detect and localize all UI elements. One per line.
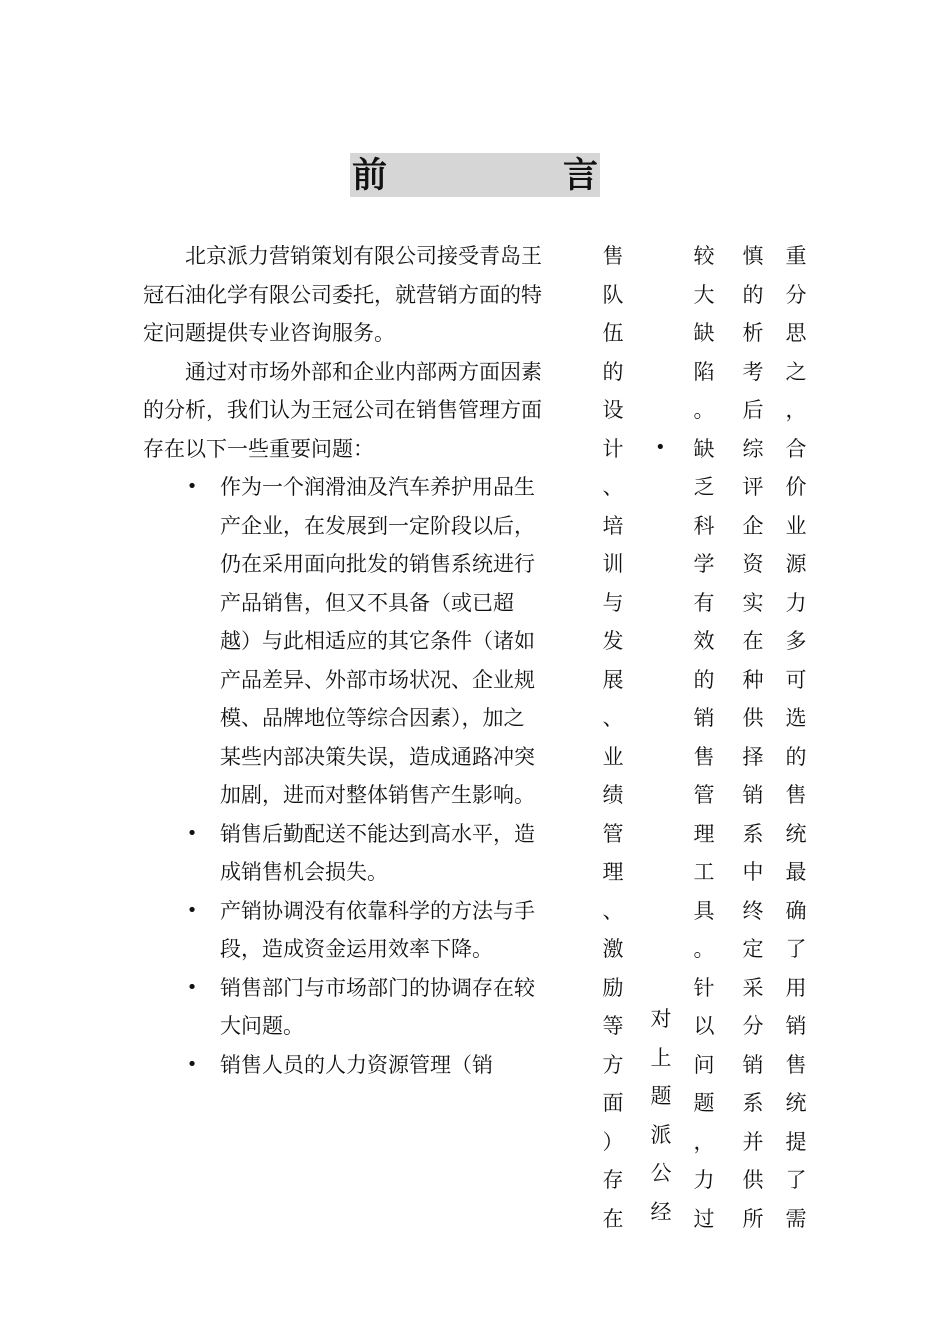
vertical-char: 、 (602, 898, 624, 923)
vertical-char: ） (602, 1129, 624, 1154)
vertical-char: 选 (785, 706, 807, 730)
vertical-char: 可 (785, 667, 807, 692)
vertical-char: 经 (650, 1199, 672, 1224)
vertical-char: 企 (742, 513, 764, 538)
vertical-char: 销 (742, 783, 764, 807)
vertical-char: 业 (602, 744, 624, 769)
vertical-char: 方 (602, 1052, 624, 1077)
vertical-char: ， (785, 398, 807, 422)
vertical-char: 终 (742, 898, 764, 923)
bullet-icon: • (186, 476, 198, 497)
vertical-char: 力 (693, 1168, 715, 1192)
vertical-char: 采 (742, 975, 764, 1000)
vertical-char: 大 (693, 282, 715, 307)
problem-item (143, 969, 543, 1046)
bullet-icon: • (186, 822, 198, 844)
vertical-char: 销 (693, 706, 715, 730)
title-char-1: 前 (352, 156, 388, 196)
vertical-char: 统 (785, 821, 807, 846)
vertical-char: 有 (693, 590, 715, 615)
vertical-char: 。 (693, 398, 715, 422)
vertical-char: 提 (785, 1129, 807, 1154)
vertical-char: 以 (693, 1014, 715, 1038)
vertical-column-4 (738, 237, 768, 1238)
bullet-icon: • (186, 976, 198, 998)
vertical-char: 销 (785, 1014, 807, 1038)
vertical-char: 的 (785, 744, 807, 769)
vertical-char: 设 (602, 398, 624, 422)
vertical-char: 乏 (693, 475, 715, 499)
vertical-char: 等 (602, 1014, 624, 1038)
vertical-column-2 (646, 1000, 676, 1231)
vertical-char: 重 (785, 244, 807, 268)
vertical-column-5 (781, 237, 811, 1238)
vertical-char: 伍 (602, 321, 624, 345)
vertical-char: 具 (693, 898, 715, 923)
vertical-char: 展 (602, 667, 624, 692)
vertical-char: 实 (742, 590, 764, 615)
vertical-char: 面 (602, 1091, 624, 1115)
vertical-char: 对 (650, 1007, 672, 1031)
title-char-2: 言 (562, 156, 598, 196)
vertical-char: 理 (602, 860, 624, 884)
vertical-char: 针 (693, 975, 715, 1000)
vertical-char: 缺 (693, 321, 715, 345)
vertical-char: 与 (602, 590, 624, 615)
vertical-char: 问 (693, 1052, 715, 1077)
vertical-char: 培 (602, 513, 624, 538)
intro-paragraph-1: 北京派力营销策划有限公司接受青岛王冠石油化学有限公司委托，就营销方面的特定问题提供专业咨询服务。 (143, 244, 542, 345)
vertical-char: 。 (693, 937, 715, 961)
bullet-icon: • (186, 899, 198, 921)
bullet-icon: • (655, 437, 666, 458)
vertical-char: 公 (650, 1161, 672, 1185)
vertical-char: 较 (693, 244, 715, 268)
vertical-char: 供 (742, 706, 764, 730)
problem-item (143, 1046, 543, 1085)
vertical-char: 分 (742, 1014, 764, 1038)
vertical-char: 分 (785, 282, 807, 307)
vertical-char: 定 (742, 937, 764, 961)
vertical-char: 的 (693, 667, 715, 692)
vertical-char: 最 (785, 860, 807, 884)
vertical-char: 理 (693, 821, 715, 846)
vertical-char: 题 (693, 1091, 715, 1115)
vertical-char: 训 (602, 552, 624, 576)
vertical-char: 激 (602, 937, 624, 961)
vertical-char: 思 (785, 321, 807, 345)
vertical-char: 工 (693, 860, 715, 884)
vertical-char: 需 (785, 1206, 807, 1231)
vertical-char: 售 (785, 1052, 807, 1077)
vertical-char: 确 (785, 898, 807, 923)
vertical-char: 计 (602, 436, 624, 461)
problem-text: 销售后勤配送不能达到高水平，造成销售机会损失。 (220, 821, 535, 884)
vertical-char: 评 (742, 475, 764, 499)
vertical-char: 并 (742, 1129, 764, 1154)
problem-text: 销售部门与市场部门的协调存在较大问题。 (220, 975, 535, 1038)
vertical-char: 种 (742, 667, 764, 692)
vertical-char: 系 (742, 821, 764, 846)
vertical-char: 了 (785, 1168, 807, 1192)
bullet-icon: • (186, 1053, 198, 1075)
vertical-char: 的 (602, 359, 624, 384)
vertical-char: 择 (742, 744, 764, 769)
vertical-char: 考 (742, 359, 764, 384)
vertical-char: 管 (693, 783, 715, 807)
vertical-char: 在 (602, 1206, 624, 1231)
vertical-char: 销 (742, 1052, 764, 1077)
vertical-char: 在 (742, 629, 764, 653)
vertical-char: 售 (602, 244, 624, 268)
page-title (350, 153, 600, 197)
vertical-char: 题 (650, 1084, 672, 1108)
vertical-char: 了 (785, 937, 807, 961)
vertical-char: 价 (785, 475, 807, 499)
vertical-char: 售 (785, 783, 807, 807)
vertical-char: 缺 (693, 436, 715, 461)
vertical-char: ， (693, 1129, 715, 1154)
vertical-column-3 (689, 237, 719, 1238)
vertical-char: 科 (693, 513, 715, 538)
vertical-char: 慎 (742, 244, 764, 268)
problem-item (143, 815, 543, 892)
vertical-char: 派 (650, 1122, 672, 1147)
vertical-char: 资 (742, 552, 764, 576)
vertical-char: 供 (742, 1168, 764, 1192)
vertical-char: 合 (785, 436, 807, 461)
vertical-char: 、 (602, 706, 624, 730)
vertical-char: 源 (785, 552, 807, 576)
vertical-char: 管 (602, 821, 624, 846)
problem-text: 产销协调没有依靠科学的方法与手段，造成资金运用效率下降。 (220, 898, 535, 961)
left-column (143, 237, 543, 1084)
vertical-char: 多 (785, 629, 807, 653)
vertical-char: 陷 (693, 359, 715, 384)
vertical-char: 存 (602, 1168, 624, 1192)
vertical-char: 过 (693, 1206, 715, 1231)
vertical-char: 统 (785, 1091, 807, 1115)
problem-list (143, 468, 543, 1084)
vertical-char: 学 (693, 552, 715, 576)
vertical-char: 所 (742, 1206, 764, 1231)
problem-item (143, 892, 543, 969)
problem-item (143, 468, 543, 815)
vertical-char: 系 (742, 1091, 764, 1115)
vertical-char: 、 (602, 475, 624, 499)
vertical-char: 析 (742, 321, 764, 345)
vertical-char: 中 (742, 860, 764, 884)
vertical-column-1 (598, 237, 628, 1238)
intro-paragraph-2: 通过对市场外部和企业内部两方面因素的分析，我们认为王冠公司在销售管理方面存在以下一些重要问题： (143, 359, 542, 461)
vertical-char: 力 (785, 590, 807, 615)
vertical-char: 队 (602, 282, 624, 307)
vertical-char: 后 (742, 398, 764, 422)
vertical-char: 励 (602, 975, 624, 1000)
vertical-char: 之 (785, 359, 807, 384)
vertical-char: 综 (742, 436, 764, 461)
vertical-char: 绩 (602, 783, 624, 807)
problem-text: 销售人员的人力资源管理（销 (220, 1052, 493, 1077)
vertical-char: 售 (693, 744, 715, 769)
vertical-char: 上 (650, 1045, 672, 1070)
vertical-char: 效 (693, 629, 715, 653)
vertical-char: 业 (785, 513, 807, 538)
vertical-char: 的 (742, 282, 764, 307)
problem-text: 作为一个润滑油及汽车养护用品生产企业，在发展到一定阶段以后，仍在采用面向批发的销售系统进行产品销售，但又不具备（或已超越）与此相适应的其它条件（诸如产品差异、外部市场状况、企业规模、品牌地位等综合因素），加之某些内部决策失误，造成通路冲突加剧，进而对整体销售产生影响。 (220, 475, 535, 807)
vertical-char: 发 (602, 629, 624, 653)
vertical-char: 用 (785, 975, 807, 1000)
